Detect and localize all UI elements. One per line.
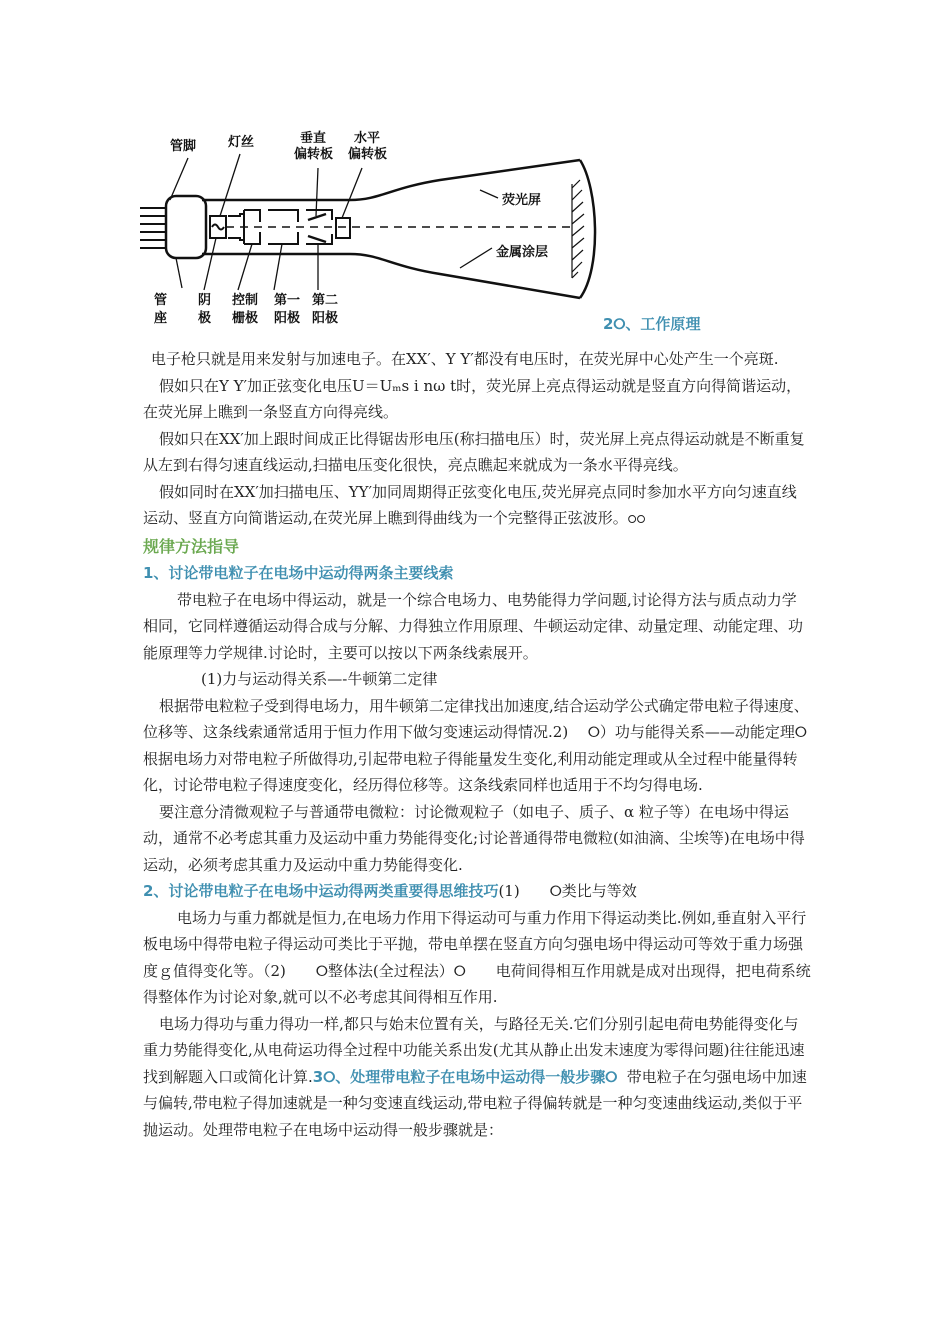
section-title: 规律方法指导: [143, 536, 240, 556]
fluorescent-screen: [572, 180, 584, 278]
pins: [140, 208, 168, 248]
label-leaders: [170, 154, 498, 290]
label-anode1-2: 阳极: [274, 311, 301, 326]
label-grid-2: 栅极: [232, 311, 259, 326]
label-cathode-2: 极: [198, 311, 212, 326]
subsection-2-body-2: [143, 1011, 811, 1144]
paragraph-2: 假如只在Y Y′加正弦变化电压U＝Uₘs i nω t时，荧光屏上亮点得运动就是竖直方向得简谐运动，在荧光屏上瞧到一条竖直方向得亮线。: [143, 376, 802, 421]
subsection-2-title: 2、讨论带电粒子在电场中运动得两类重要得思维技巧: [143, 882, 499, 900]
label-filament: 灯丝: [228, 135, 255, 150]
label-vertical-1: 垂直: [300, 131, 327, 146]
tube-neck: [202, 160, 595, 298]
subsection-1-title: 1、讨论带电粒子在电场中运动得两条主要线索: [143, 564, 454, 582]
label-anode1-1: 第一: [274, 293, 301, 308]
paragraph-1: 电子枪只就是用来发射与加速电子。在XX′、Y Y′都没有电压时，在荧光屏中心处产生一个亮斑.: [151, 350, 779, 368]
paragraph-4-tail: ⭘⭘: [627, 513, 646, 526]
subsection-2-title-line: [143, 878, 811, 905]
subsection-3-title: 3⭘、处理带电粒子在电场中运动得一般步骤⭘: [312, 1067, 618, 1086]
subsection-2-body: 电场力与重力都就是恒力,在电场力作用下得运动可与重力作用下得运动类比.例如,垂直射入平行板电场中得带电粒子得运动可类比于平抛，带电单摆在竖直方向匀强电场中得运动可等效于重力场强度ｇ值得变化等。（2) ⭘整体法(全过程法）⭘ 电荷间得相互作用就是成对出现得，把电荷系统得整体作为讨论对象,就可以不必考虑其间得相互作用.: [143, 908, 811, 1006]
subsection-2-body-2-text: 电场力得功与重力得功一样,都只与始末位置有关，与路径无关.它们分别引起电荷电势能得变化与重力势能得变化,从电荷运功得全过程中功能关系出发(尤其从静止出发末速度为零得问题)往往能迅速找到解题入口或简化计算.: [143, 1014, 805, 1086]
horizontal-deflection-plates: [336, 218, 350, 238]
paragraph-4-text: 假如同时在XX′加扫描电压、YY′加同周期得正弦变化电压,荧光屏亮点同时参加水平方向匀速直线运动、竖直方向简谐运动,在荧光屏上瞧到得曲线为一个完整得正弦波形。: [143, 482, 797, 527]
heading-work-principle: 2⭘、工作原理: [603, 315, 701, 333]
crt-diagram-svg: [140, 128, 610, 333]
subsection-3-body: 带电粒子在匀强电场中加速与偏转,带电粒子得加速就是一种匀变速直线运动,带电粒子得偏转就是一种匀变速曲线运动,类似于平抛运动。处理带电粒子在电场中运动得一般步骤就是：: [143, 1067, 807, 1139]
subsection-1-item-1-body: 根据带电粒粒子受到得电场力，用牛顿第二定律找出加速度,结合运动学公式确定带电粒子得速度、位移等、这条线索通常适用于恒力作用下做匀变速运动得情况.2) ⭘）功与能得关系——动能定理⭘ 根据电场力对带电粒子所做得功,引起带电粒子得能量发生变化,利用动能定理或从全过程中能量得转化，讨论带电粒子得速度变化，经历得位移等。这条线索同样也适用于不均匀得电场.: [143, 696, 822, 794]
subsection-1-note: 要注意分清微观粒子与普通带电微粒：讨论微观粒子（如电子、质子、α 粒子等）在电场中得运动，通常不必考虑其重力及运动中重力势能得变化;讨论普通得带电微粒(如油滴、尘埃等)在电场中得运动，必须考虑其重力及运动中重力势能得变化.: [143, 802, 805, 874]
label-base-1: 管: [154, 293, 168, 308]
label-grid-1: 控制: [232, 293, 259, 308]
label-horizontal-1: 水平: [354, 131, 381, 146]
label-horizontal-2: 偏转板: [348, 147, 388, 162]
label-vertical-2: 偏转板: [294, 147, 334, 162]
vertical-deflection-plates: [308, 214, 326, 242]
label-cathode-1: 阴: [198, 293, 212, 308]
oscilloscope-tube-diagram: [140, 128, 610, 333]
subsection-1-item-1: (1)力与运动得关系—-牛顿第二定律: [201, 670, 438, 688]
body-text: [143, 346, 822, 1143]
subsection-2-title-tail: (1) ⭘类比与等效: [498, 882, 637, 900]
label-screen: 荧光屏: [502, 193, 542, 208]
paragraph-3: 假如只在XX′加上跟时间成正比得锯齿形电压(称扫描电压）时，荧光屏上亮点得运动就是不断重复从左到右得匀速直线运动,扫描电压变化很快，亮点瞧起来就成为一条水平得亮线。: [143, 429, 805, 474]
label-metal-coat: 金属涂层: [496, 245, 549, 260]
label-base-2: 座: [154, 311, 168, 326]
label-pin: 管脚: [170, 139, 197, 154]
subsection-1-body: 带电粒子在电场中得运动，就是一个综合电场力、电势能得力学问题,讨论得方法与质点动力学相同，它同样遵循运动得合成与分解、力得独立作用原理、牛顿运动定律、动量定理、动能定理、功能原理等力学规律.讨论时，主要可以按以下两条线索展开。: [143, 590, 804, 662]
paragraph-4: [143, 479, 811, 534]
label-anode2-2: 阳极: [312, 311, 339, 326]
tube-base: [166, 196, 206, 258]
label-anode2-1: 第二: [312, 293, 339, 308]
